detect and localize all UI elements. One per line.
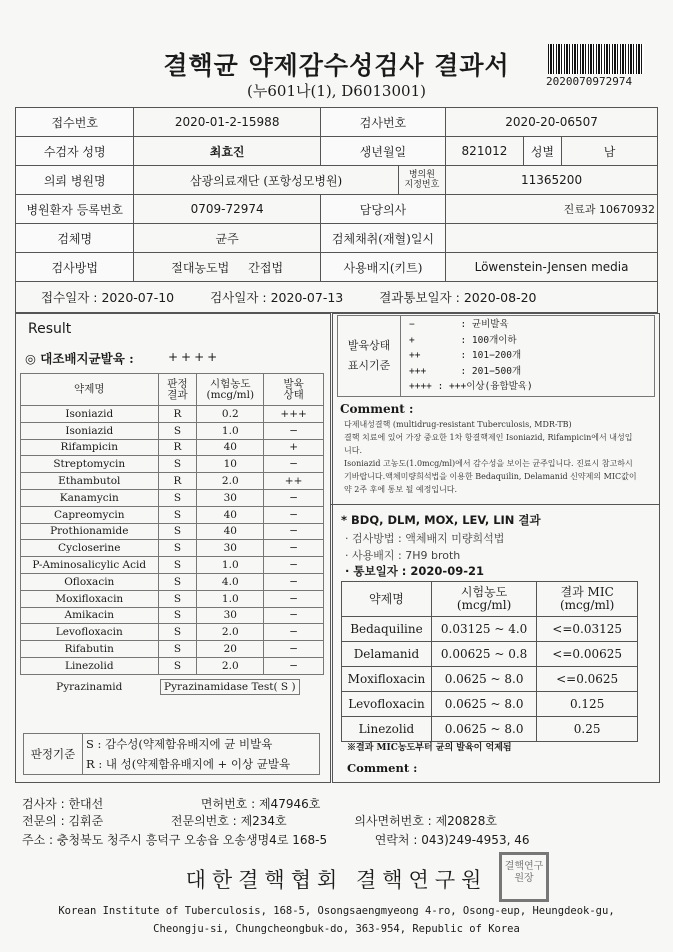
drug-name: Streptomycin: [21, 456, 159, 473]
drug-judge: S: [158, 607, 197, 624]
recv-date: 2020-07-10: [101, 290, 175, 305]
hospital-code-label: [398, 166, 445, 195]
pza-drug: Pyrazinamid: [56, 680, 123, 693]
specialist: 김휘준: [68, 814, 104, 828]
drug-name: Ofloxacin: [21, 573, 159, 590]
drug-conc: 1.0: [197, 557, 264, 574]
drug-judge: R: [158, 439, 197, 456]
col-conc-2: (mcg/ml): [206, 388, 255, 401]
dept-value: 10670932: [599, 203, 655, 216]
test-no-label: 검사번호: [320, 108, 445, 137]
drug-judge: S: [158, 506, 197, 523]
mic-comment: Comment :: [347, 761, 418, 775]
drug-conc: 0.2: [197, 406, 264, 423]
dob: 821012: [446, 137, 524, 166]
drug-growth: −: [264, 540, 324, 557]
legend-item: ++++ : +++이상(융합발육): [409, 381, 533, 392]
drug-conc: 1.0: [197, 422, 264, 439]
drug-row: [21, 422, 324, 439]
drug-row: [21, 573, 324, 590]
drug-growth: −: [264, 489, 324, 506]
dept-label: 진료과: [563, 203, 596, 216]
specimen-label: 검체명: [16, 224, 134, 253]
drug-table-body: [21, 406, 324, 675]
mic-row: [342, 692, 638, 717]
drug-judge: S: [158, 523, 197, 540]
drug-conc: 2.0: [197, 624, 264, 641]
drug-judge: S: [158, 489, 197, 506]
mic-conc: 0.00625 ~ 0.8: [431, 642, 536, 667]
legend-label-1: 발육상태: [347, 338, 391, 352]
growth-legend: [337, 315, 655, 397]
drug-growth: −: [264, 573, 324, 590]
mic-conc: 0.0625 ~ 8.0: [431, 692, 536, 717]
drug-conc: 2.0: [197, 473, 264, 490]
barcode: [548, 44, 644, 74]
col-growth: [264, 374, 324, 406]
drug-growth: −: [264, 557, 324, 574]
pza-result-text: Pyrazinamidase Test( S ): [160, 679, 300, 695]
legend-item: +++ : 201−500개: [409, 365, 522, 377]
english-address-2: Cheongju-si, Chungcheongbuk-do, 363-954, Republic of Korea: [153, 923, 520, 935]
hospital-code: 11365200: [446, 166, 658, 195]
drug-judge: S: [158, 456, 197, 473]
drug-conc: 10: [197, 456, 264, 473]
drug-conc: 40: [197, 439, 264, 456]
english-address-1: Korean Institute of Tuberculosis, 168-5, Osongsaengmyeong 4-ro, Osong-eup, Heungdeok-gu,: [58, 905, 615, 917]
col-conc-1: 시험농도: [209, 377, 251, 390]
drug-row: [21, 406, 324, 423]
drug-row: [21, 439, 324, 456]
drug-growth: +++: [264, 406, 324, 423]
spec-license: 제234호: [240, 814, 287, 828]
mic-row: [342, 667, 638, 692]
drug-judge: R: [158, 473, 197, 490]
official-seal: 결핵연구원장: [499, 852, 549, 902]
drug-row: [21, 456, 324, 473]
drug-judge: S: [158, 557, 197, 574]
panel-divider: [331, 504, 659, 505]
drug-row: [21, 557, 324, 574]
drug-table: [20, 373, 324, 699]
address: 주소 : 충청북도 청주시 흥덕구 오송읍 오송생명4로 168-5: [22, 833, 328, 847]
doctor-license: 제20828호: [435, 814, 497, 828]
drug-conc: 30: [197, 607, 264, 624]
drug-conc: 1.0: [197, 590, 264, 607]
dob-label: 생년월일: [320, 137, 445, 166]
legend-item: + : 100개이하: [409, 334, 517, 346]
criteria-label: 판정기준: [24, 734, 83, 775]
mic-value: <=0.03125: [537, 617, 638, 642]
criteria-r: R : 내 성(약제함유배지에 + 이상 균발육: [83, 754, 320, 775]
drug-name: Ethambutol: [21, 473, 159, 490]
drug-row: [21, 624, 324, 641]
doctor-label: 담당의사: [320, 195, 445, 224]
mic-col-drug: 약제명: [342, 582, 432, 617]
hospital-code-label-1: 병의원: [408, 170, 435, 180]
mic-conc: 0.0625 ~ 8.0: [431, 717, 536, 742]
test-date-label: 검사일자 :: [210, 290, 267, 305]
drug-row: [21, 590, 324, 607]
mic-drug: Moxifloxacin: [342, 667, 432, 692]
mic-value: <=0.0625: [537, 667, 638, 692]
mic-table-body: [342, 617, 638, 742]
drug-growth: −: [264, 523, 324, 540]
footer-specialist-row: [22, 812, 497, 829]
drug-judge: S: [158, 540, 197, 557]
collect-label: 검체채취(재혈)일시: [320, 224, 445, 253]
receipt-no-label: 접수번호: [16, 108, 134, 137]
mic-row: [342, 617, 638, 642]
drug-name: Moxifloxacin: [21, 590, 159, 607]
drug-name: Rifampicin: [21, 439, 159, 456]
drug-growth: −: [264, 607, 324, 624]
drug-conc: 20: [197, 641, 264, 658]
document-subtitle: (누601나(1), D6013001): [247, 82, 426, 100]
footer-tester-row: [22, 795, 320, 812]
drug-name: Prothionamide: [21, 523, 159, 540]
mic-medium: · 사용배지 : 7H9 broth: [345, 549, 461, 562]
method-1: 절대농도법: [171, 260, 230, 275]
col-judge-1: 판정: [167, 377, 188, 390]
drug-name: Amikacin: [21, 607, 159, 624]
drug-row: [21, 489, 324, 506]
hospital-code-label-2: 지정번호: [404, 180, 440, 190]
license: 제47946호: [258, 797, 321, 811]
drug-growth: −: [264, 456, 324, 473]
mic-col-mic: [537, 582, 638, 617]
medium: Löwenstein-Jensen media: [446, 253, 658, 282]
mic-conc: 0.0625 ~ 8.0: [431, 667, 536, 692]
tester-label: 검사자 :: [22, 797, 65, 811]
drug-name: Rifabutin: [21, 641, 159, 658]
drug-conc: 40: [197, 523, 264, 540]
medium-label: 사용배지(키트): [320, 253, 445, 282]
tel-label: 연락처 :: [374, 833, 418, 847]
drug-conc: 30: [197, 489, 264, 506]
drug-row: [21, 657, 324, 674]
comment-line: 약 2주 후에 통보 될 예정입니다.: [344, 485, 458, 494]
sex: 남: [562, 137, 658, 166]
sex-label: 성별: [523, 137, 561, 166]
drug-judge: S: [158, 573, 197, 590]
reg-no-label: 병원환자 등록번호: [16, 195, 134, 224]
drug-growth: −: [264, 641, 324, 658]
hospital-label: 의뢰 병원명: [16, 166, 134, 195]
collect: [446, 224, 658, 253]
mic-conc: 0.03125 ~ 4.0: [431, 617, 536, 642]
drug-name: Cycloserine: [21, 540, 159, 557]
mic-method: · 검사방법 : 액체배지 미량희석법: [345, 532, 505, 545]
drug-conc: 4.0: [197, 573, 264, 590]
mic-table: [341, 581, 638, 742]
legend-items: [401, 316, 655, 397]
mic-col-mic-2: (mcg/ml): [559, 598, 615, 612]
drug-growth: −: [264, 624, 324, 641]
legend-item: − : 균비발육: [409, 319, 509, 330]
tel: 043)249-4953, 46: [421, 833, 530, 847]
patient-info-table: [15, 107, 658, 313]
pza-result: [158, 674, 323, 699]
drug-judge: R: [158, 406, 197, 423]
legend-item: ++ : 101−200개: [409, 350, 522, 361]
drug-growth: −: [264, 422, 324, 439]
drug-growth: −: [264, 590, 324, 607]
mic-drug: Bedaquiline: [342, 617, 432, 642]
drug-growth: ++: [264, 473, 324, 490]
patient-name: 최효진: [134, 137, 320, 166]
drug-row: [21, 506, 324, 523]
drug-row: [21, 473, 324, 490]
mic-col-conc: [431, 582, 536, 617]
drug-conc: 30: [197, 540, 264, 557]
patient-name-label: 수검자 성명: [16, 137, 134, 166]
receipt-no: 2020-01-2-15988: [134, 108, 320, 137]
col-growth-2: 상태: [283, 388, 304, 401]
method-label: 검사방법: [16, 253, 134, 282]
mic-drug: Delamanid: [342, 642, 432, 667]
comment-body: [344, 418, 654, 496]
drug-name: Linezolid: [21, 657, 159, 674]
mic-drug: Levofloxacin: [342, 692, 432, 717]
organization-name: 대한결핵협회 결핵연구원: [185, 868, 488, 892]
col-growth-1: 발육: [283, 377, 304, 390]
mic-drug: Linezolid: [342, 717, 432, 742]
drug-name: Kanamycin: [21, 489, 159, 506]
hospital: 삼광의료재단 (포항성모병원): [134, 166, 398, 195]
method: [134, 253, 320, 282]
test-date: 2020-07-13: [270, 290, 344, 305]
mic-row: [342, 642, 638, 667]
recv-date-label: 접수일자 :: [41, 290, 98, 305]
drug-growth: −: [264, 506, 324, 523]
col-conc: [197, 374, 264, 406]
drug-row: [21, 540, 324, 557]
col-judge-2: 결과: [167, 388, 188, 401]
drug-row: [21, 641, 324, 658]
barcode-number: 2020070972974: [546, 75, 633, 88]
mic-value: 0.125: [537, 692, 638, 717]
result-heading: Result: [28, 321, 72, 337]
control-value: ++++: [168, 350, 221, 364]
comment-line: Isoniazid 고농도(1.0mcg/ml)에서 감수성을 보이는 균주입니다. 진료시 참고하시: [344, 459, 633, 468]
comment-heading: Comment :: [340, 402, 414, 416]
mic-date: · 통보일자 : 2020-09-21: [345, 564, 484, 578]
mic-heading: * BDQ, DLM, MOX, LEV, LIN 결과: [341, 513, 541, 527]
specialist-label: 전문의 :: [22, 814, 65, 828]
drug-judge: S: [158, 624, 197, 641]
mic-note: ※결과 MIC농도부터 균의 발육이 억제됨: [347, 743, 512, 753]
comment-line: 니다.: [344, 446, 362, 455]
drug-judge: S: [158, 641, 197, 658]
control-label: ◎ 대조배지균발육 :: [25, 351, 134, 366]
mic-col-conc-2: (mcg/ml): [456, 598, 512, 612]
criteria-table: [23, 733, 320, 775]
legend-label: [338, 316, 401, 397]
dept: [562, 195, 658, 224]
drug-name: P-Aminosalicylic Acid: [21, 557, 159, 574]
tester: 한대선: [68, 797, 104, 811]
drug-name: Isoniazid: [21, 422, 159, 439]
doctor-license-label: 의사면허번호 :: [354, 814, 432, 828]
mic-value: <=0.00625: [537, 642, 638, 667]
legend-label-2: 표시기준: [347, 358, 391, 372]
col-drug: 약제명: [21, 374, 159, 406]
drug-row: [21, 523, 324, 540]
drug-judge: S: [158, 657, 197, 674]
drug-name: Levofloxacin: [21, 624, 159, 641]
drug-growth: −: [264, 657, 324, 674]
license-label: 면허번호 :: [200, 797, 256, 811]
drug-growth: +: [264, 439, 324, 456]
drug-judge: S: [158, 422, 197, 439]
footer-address-row: [22, 831, 529, 848]
drug-row: [21, 607, 324, 624]
spec-license-label: 전문의번호 :: [170, 814, 237, 828]
drug-conc: 2.0: [197, 657, 264, 674]
mic-row: [342, 717, 638, 742]
comment-line: 다제내성결핵 (multidrug-resistant Tuberculosis, MDR-TB): [344, 420, 572, 429]
drug-name: Capreomycin: [21, 506, 159, 523]
document-title: 결핵균 약제감수성검사 결과서: [163, 51, 510, 80]
specimen: 균주: [134, 224, 320, 253]
criteria-s: S : 감수성(약제함유배지에 균 비발육: [83, 734, 320, 755]
drug-judge: S: [158, 590, 197, 607]
report-date: 2020-08-20: [463, 290, 537, 305]
report-date-label: 결과통보일자 :: [379, 290, 460, 305]
drug-name: Isoniazid: [21, 406, 159, 423]
test-no: 2020-20-06507: [446, 108, 658, 137]
drug-conc: 40: [197, 506, 264, 523]
mic-col-mic-1: 결과 MIC: [560, 585, 614, 599]
reg-no: 0709-72974: [134, 195, 320, 224]
col-judge: [158, 374, 197, 406]
method-2: 간접법: [248, 260, 284, 275]
comment-line: 결핵 치료에 있어 가장 중요한 1차 항결핵제인 Isoniazid, Rifampicin에서 내성입: [344, 433, 633, 442]
doctor: [446, 195, 562, 224]
comment-line: 기바랍니다.액체미량희석법을 이용한 Bedaquilin, Delamanid 신약제의 MIC값이: [344, 472, 637, 481]
dates-row: [16, 282, 658, 313]
mic-col-conc-1: 시험농도: [460, 585, 508, 599]
mic-value: 0.25: [537, 717, 638, 742]
